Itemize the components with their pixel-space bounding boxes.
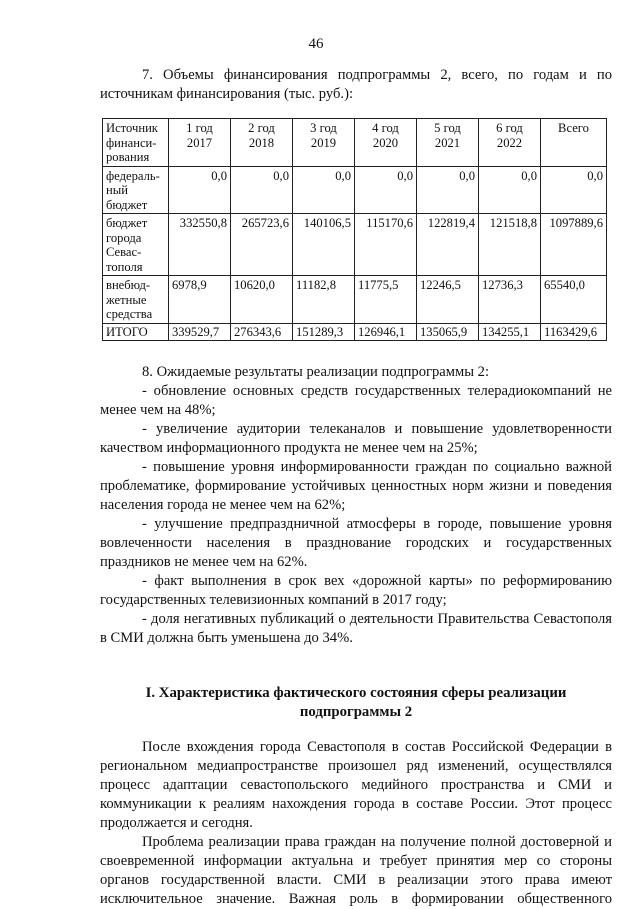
cell-value: 134255,1 [479,323,541,341]
section-title-line: подпрограммы 2 [299,704,413,720]
expected-results [100,363,612,648]
cell-value: 0,0 [355,166,417,214]
cell-value: 140106,5 [293,214,355,276]
header-cell-total: Всего [541,119,607,167]
row-label: федераль- ный бюджет [103,166,169,214]
cell-value: 0,0 [169,166,231,214]
cell-value: 265723,6 [231,214,293,276]
cell-value: 11775,5 [355,276,417,324]
cell-value: 1097889,6 [541,214,607,276]
page-number: 46 [308,36,324,52]
header-cell-2018: 2 год 2018 [231,119,293,167]
cell-value: 339529,7 [169,323,231,341]
cell-value: 6978,9 [169,276,231,324]
header-cell-2019: 3 год 2019 [293,119,355,167]
cell-value: 122819,4 [417,214,479,276]
document-body [100,66,612,909]
row-label: ИТОГО [103,323,169,341]
cell-value: 0,0 [231,166,293,214]
section-title-line: I. Характеристика фактического состояния сферы реализации [145,685,567,701]
cell-value: 332550,8 [169,214,231,276]
header-cell-2020: 4 год 2020 [355,119,417,167]
result-item: - обновление основных средств государственных телерадиокомпаний не менее чем на 48%; [100,383,612,418]
table-header-row [103,119,607,167]
cell-value: 0,0 [417,166,479,214]
result-item: - улучшение предпраздничной атмосферы в городе, повышение уровня вовлеченности населения в празднование городских и государственных праздников не менее чем на 62%. [100,516,612,570]
cell-value: 115170,6 [355,214,417,276]
results-heading: 8. Ожидаемые результаты реализации подпрограммы 2: [142,364,490,380]
table-row-city [103,214,607,276]
result-item: - факт выполнения в срок вех «дорожной карты» по реформированию государственных телевизионных компаний в 2017 году; [100,573,612,608]
table-row-federal [103,166,607,214]
cell-value: 126946,1 [355,323,417,341]
cell-value: 121518,8 [479,214,541,276]
result-item: - увеличение аудитории телеканалов и повышение удовлетворенности качеством информационного продукта не менее чем на 25%; [100,421,612,456]
cell-value: 11182,8 [293,276,355,324]
cell-value: 65540,0 [541,276,607,324]
cell-value: 12736,3 [479,276,541,324]
body-paragraph: После вхождения города Севастополя в состав Российской Федерации в региональном медиапространстве произошел ряд изменений, осуществлялся процесс адаптации севастопольского медийного пространства и СМИ и коммуникации к реалиям нахождения города в составе России. Этот процесс продолжается и сегодня. [100,739,612,831]
cell-value: 1163429,6 [541,323,607,341]
cell-value: 10620,0 [231,276,293,324]
cell-value: 0,0 [541,166,607,214]
result-item: - повышение уровня информированности граждан по социально важной проблематике, формирование устойчивых ценностных норм жизни и поведения населения города не менее чем на 62%; [100,459,612,513]
result-item: - доля негативных публикаций о деятельности Правительства Севастополя в СМИ должна быть уменьшена до 34%. [100,611,612,646]
cell-value: 135065,9 [417,323,479,341]
body-paragraph: Проблема реализации права граждан на получение полной достоверной и своевременной информации актуальна и требует принятия мер со стороны органов государственной власти. СМИ в реализации этого права имеют исключительное значение. Важная роль в формировании общественного [100,834,612,907]
header-cell-source: Источник финанси- рования [103,119,169,167]
table-row-extrabudget [103,276,607,324]
cell-value: 0,0 [293,166,355,214]
cell-value: 151289,3 [293,323,355,341]
cell-value: 12246,5 [417,276,479,324]
cell-value: 276343,6 [231,323,293,341]
row-label: бюджет города Севас- тополя [103,214,169,276]
header-cell-2022: 6 год 2022 [479,119,541,167]
header-cell-2017: 1 год 2017 [169,119,231,167]
header-cell-2021: 5 год 2021 [417,119,479,167]
cell-value: 0,0 [479,166,541,214]
section-title [100,684,612,722]
funding-table [102,118,607,341]
table-row-total [103,323,607,341]
row-label: внебюд- жетные средства [103,276,169,324]
funding-heading: 7. Объемы финансирования подпрограммы 2, всего, по годам и по источникам финансирования (тыс. руб.): [100,67,612,102]
